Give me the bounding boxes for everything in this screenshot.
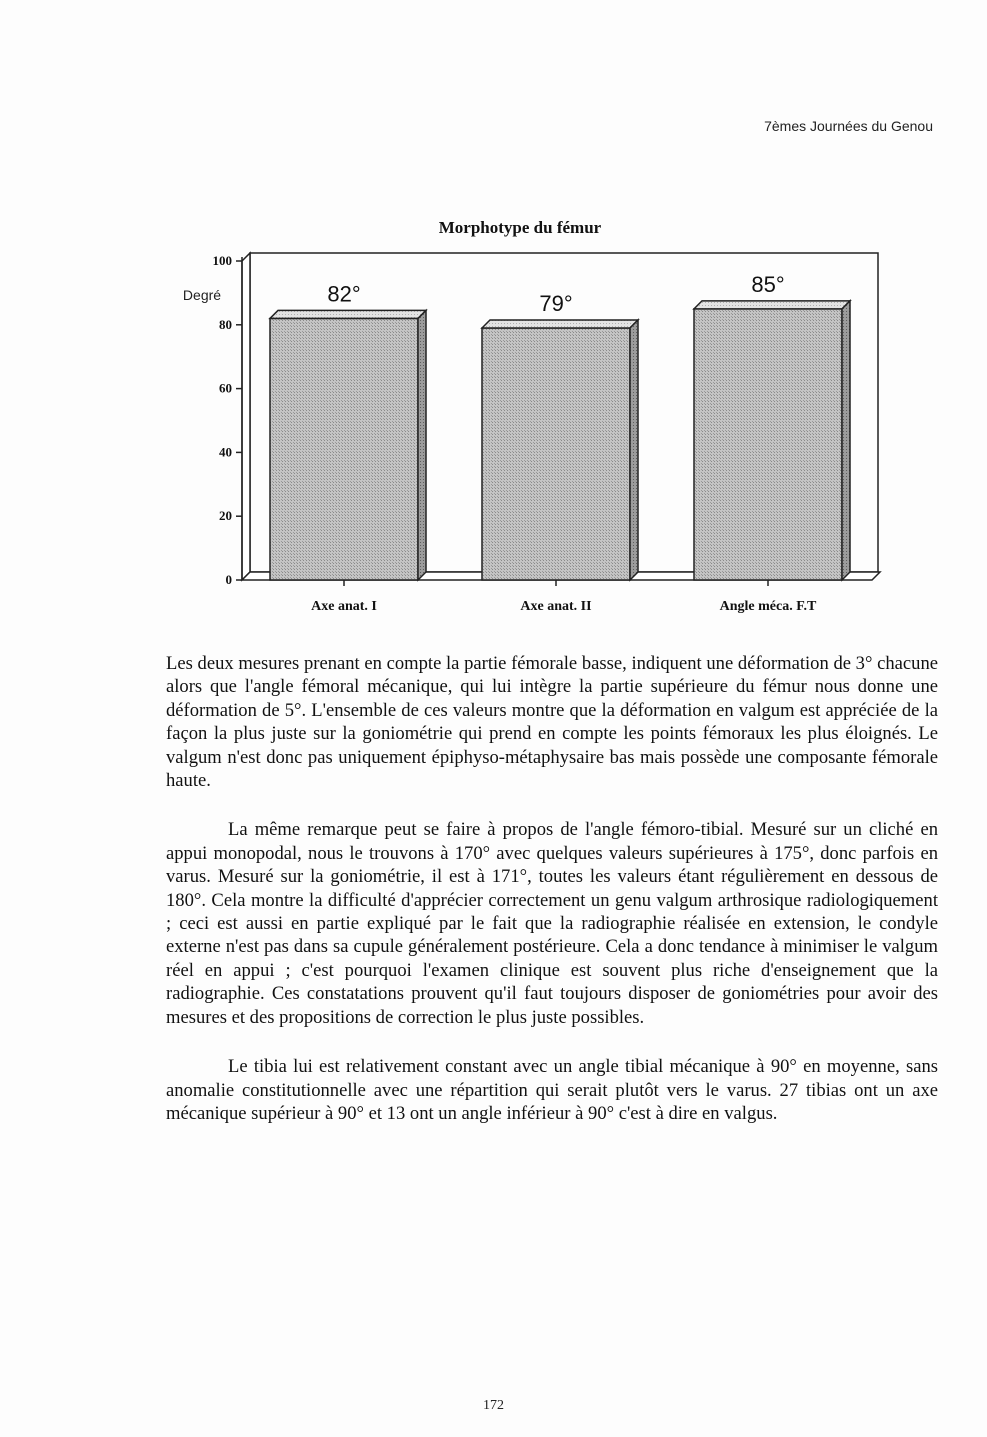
y-axis-label: Degré	[182, 287, 222, 303]
bar	[270, 318, 418, 580]
y-tick-label: 100	[212, 253, 232, 268]
bar-value-label: 85°	[751, 271, 785, 297]
category-label: Axe anat. I	[311, 599, 377, 614]
category-label: Axe anat. II	[520, 599, 592, 614]
chart-title: Morphotype du fémur	[438, 218, 602, 237]
bars	[270, 272, 850, 580]
page-number: 172	[483, 1398, 504, 1413]
bar	[482, 328, 630, 580]
y-tick-label: 80	[219, 316, 232, 332]
running-header: 7èmes Journées du Genou	[764, 118, 933, 134]
bar-side	[418, 310, 426, 580]
y-tick-label: 0	[225, 572, 232, 587]
chart-svg	[150, 215, 890, 625]
bar-top	[270, 310, 426, 318]
paragraph-1: Les deux mesures prenant en compte la partie fémorale basse, indiquent une déformation de 3° chacune alors que l'angle fémoral mécanique, qui lui intègre la partie supérieure du fémur nous donne une déformation de 5°. L'ensemble de ces valeurs montre que la déformation en valgum est appréciée de la façon la plus juste sur la goniométrie qui prend en compte les points fémoraux les plus éloignés. Le valgum n'est donc pas uniquement épiphyso-métaphysaire bas mais possède une composante fémorale haute.	[166, 653, 938, 792]
plot-left-wall	[242, 253, 250, 580]
body-text	[166, 652, 938, 1151]
category-labels	[311, 580, 817, 614]
bar	[694, 309, 842, 580]
paragraph-2: La même remarque peut se faire à propos de l'angle fémoro-tibial. Mesuré sur un cliché en appui monopodal, nous le trouvons à 170° avec quelques valeurs supérieures à 175°, donc parfois en varus. Mesuré sur la goniométrie, il est à 171°, toutes les valeurs étant régulièrement en dessous de 180°. Cela montre la difficulté d'apprécier correctement un genu valgum arthrosique radiologiquement ; ceci est aussi en partie expliqué par le fait que la radiographie réalisée en extension, le condyle externe n'est pas dans sa cupule généralement postérieure. Cela a donc tendance à minimiser le valgum réel en appui ; c'est pourquoi l'examen clinique est souvent plus riche d'enseignement que la radiographie. Ces constatations prouvent qu'il faut toujours disposer de goniométries pour avoir des mesures et des propositions de correction le plus juste possibles.	[166, 819, 938, 1028]
bar-top	[694, 301, 850, 309]
paragraph-3: Le tibia lui est relativement constant avec un angle tibial mécanique à 90° en moyenne, sans anomalie constitutionnelle avec une répartition qui serait plutôt vers le varus. 27 tibias ont un axe mécanique supérieur à 90° et 13 ont un angle inférieur à 90° c'est à dire en valgus.	[166, 1056, 938, 1124]
category-label: Angle méca. F.T	[719, 599, 817, 614]
bar-top	[482, 320, 638, 328]
y-tick-label: 40	[219, 444, 232, 460]
bar-side	[842, 301, 850, 580]
y-tick-label: 60	[219, 380, 232, 396]
femur-chart	[150, 215, 890, 625]
bar-value-label: 82°	[327, 281, 361, 307]
bar-side	[630, 320, 638, 580]
y-axis-ticks	[213, 253, 243, 587]
bar-value-label: 79°	[539, 290, 573, 316]
y-tick-label: 20	[219, 508, 232, 524]
